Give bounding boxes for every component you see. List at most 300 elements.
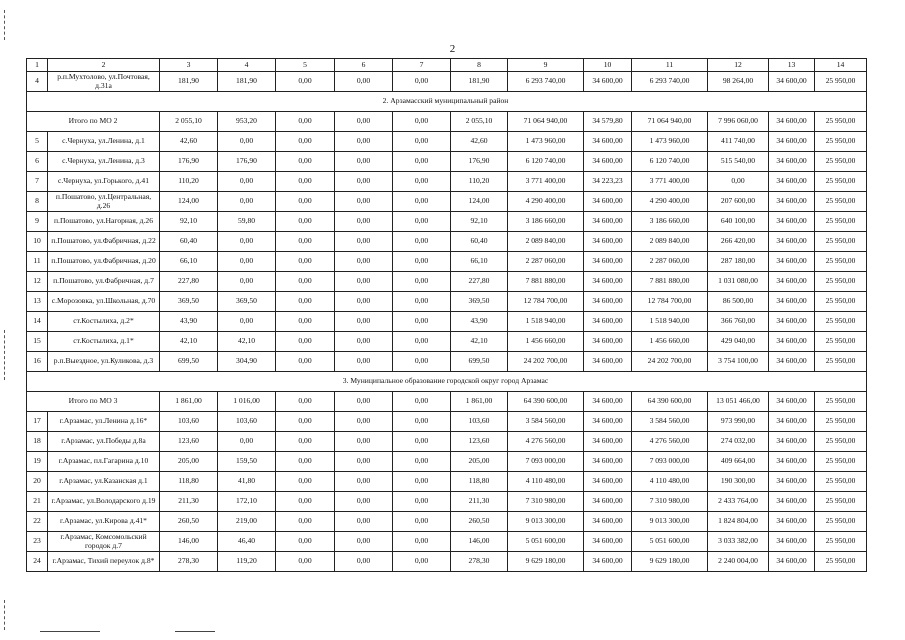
area-8-cell: 42,10 bbox=[451, 332, 508, 352]
unit-cost-10-cell: 34 600,00 bbox=[584, 272, 632, 292]
unit-cost-10-cell: 34 600,00 bbox=[584, 532, 632, 552]
area-4-cell: 181,90 bbox=[218, 72, 276, 92]
value-7-cell: 0,00 bbox=[393, 432, 451, 452]
value-6-cell: 0,00 bbox=[335, 72, 393, 92]
unit-cost-13-cell: 34 600,00 bbox=[769, 392, 815, 412]
unit-cost-10-cell: 34 600,00 bbox=[584, 412, 632, 432]
area-4-cell: 953,20 bbox=[218, 112, 276, 132]
area-4-cell: 0,00 bbox=[218, 172, 276, 192]
unit-cost-13-cell: 34 600,00 bbox=[769, 352, 815, 372]
value-6-cell: 0,00 bbox=[335, 252, 393, 272]
area-4-cell: 42,10 bbox=[218, 332, 276, 352]
cost-9-cell: 2 089 840,00 bbox=[508, 232, 584, 252]
total-label: Итого по МО 3 bbox=[27, 392, 160, 412]
address-cell: п.Пошатово, ул.Фабричная, д.20 bbox=[48, 252, 160, 272]
unit-cost-10-cell: 34 600,00 bbox=[584, 232, 632, 252]
value-7-cell: 0,00 bbox=[393, 492, 451, 512]
unit-cost-13-cell: 34 600,00 bbox=[769, 72, 815, 92]
cost-11-cell: 1 456 660,00 bbox=[632, 332, 708, 352]
area-8-cell: 211,30 bbox=[451, 492, 508, 512]
value-6-cell: 0,00 bbox=[335, 532, 393, 552]
row-number-cell: 10 bbox=[27, 232, 48, 252]
address-cell: г.Арзамас, ул.Кирова д.41* bbox=[48, 512, 160, 532]
table-row bbox=[27, 532, 867, 552]
area-4-cell: 0,00 bbox=[218, 232, 276, 252]
value-6-cell: 0,00 bbox=[335, 512, 393, 532]
area-8-cell: 2 055,10 bbox=[451, 112, 508, 132]
area-total-cell: 260,50 bbox=[160, 512, 218, 532]
value-14-cell: 25 950,00 bbox=[815, 332, 867, 352]
table-row bbox=[27, 552, 867, 572]
address-cell: п.Пошатово, ул.Фабричная, д.7 bbox=[48, 272, 160, 292]
unit-cost-10-cell: 34 600,00 bbox=[584, 472, 632, 492]
value-5-cell: 0,00 bbox=[276, 272, 335, 292]
address-cell: с.Чернуха, ул.Ленина, д.1 bbox=[48, 132, 160, 152]
unit-cost-10-cell: 34 600,00 bbox=[584, 192, 632, 212]
table-row bbox=[27, 172, 867, 192]
area-total-cell: 699,50 bbox=[160, 352, 218, 372]
area-8-cell: 227,80 bbox=[451, 272, 508, 292]
unit-cost-10-cell: 34 600,00 bbox=[584, 452, 632, 472]
area-8-cell: 110,20 bbox=[451, 172, 508, 192]
cost-11-cell: 3 771 400,00 bbox=[632, 172, 708, 192]
column-header: 5 bbox=[276, 59, 335, 72]
table-row bbox=[27, 512, 867, 532]
area-8-cell: 124,00 bbox=[451, 192, 508, 212]
table-row bbox=[27, 352, 867, 372]
value-14-cell: 25 950,00 bbox=[815, 492, 867, 512]
unit-cost-13-cell: 34 600,00 bbox=[769, 192, 815, 212]
bottom-rule bbox=[175, 631, 215, 632]
cost-9-cell: 5 051 600,00 bbox=[508, 532, 584, 552]
area-4-cell: 0,00 bbox=[218, 192, 276, 212]
total-row bbox=[27, 392, 867, 412]
column-header: 6 bbox=[335, 59, 393, 72]
cost-9-cell: 64 390 600,00 bbox=[508, 392, 584, 412]
unit-cost-13-cell: 34 600,00 bbox=[769, 132, 815, 152]
cost-11-cell: 4 290 400,00 bbox=[632, 192, 708, 212]
cost-9-cell: 7 310 980,00 bbox=[508, 492, 584, 512]
cost-11-cell: 1 518 940,00 bbox=[632, 312, 708, 332]
value-7-cell: 0,00 bbox=[393, 232, 451, 252]
address-cell: ст.Костылиха, д.2* bbox=[48, 312, 160, 332]
value-14-cell: 25 950,00 bbox=[815, 172, 867, 192]
value-14-cell: 25 950,00 bbox=[815, 192, 867, 212]
area-4-cell: 369,50 bbox=[218, 292, 276, 312]
value-12-cell: 640 100,00 bbox=[708, 212, 769, 232]
area-8-cell: 146,00 bbox=[451, 532, 508, 552]
value-5-cell: 0,00 bbox=[276, 412, 335, 432]
area-8-cell: 42,60 bbox=[451, 132, 508, 152]
value-6-cell: 0,00 bbox=[335, 232, 393, 252]
row-number-cell: 16 bbox=[27, 352, 48, 372]
unit-cost-10-cell: 34 600,00 bbox=[584, 152, 632, 172]
column-header: 8 bbox=[451, 59, 508, 72]
unit-cost-13-cell: 34 600,00 bbox=[769, 292, 815, 312]
value-12-cell: 266 420,00 bbox=[708, 232, 769, 252]
value-12-cell: 190 300,00 bbox=[708, 472, 769, 492]
value-12-cell: 1 031 080,00 bbox=[708, 272, 769, 292]
value-5-cell: 0,00 bbox=[276, 212, 335, 232]
value-5-cell: 0,00 bbox=[276, 292, 335, 312]
column-header: 11 bbox=[632, 59, 708, 72]
table-body bbox=[27, 72, 867, 572]
column-header: 7 bbox=[393, 59, 451, 72]
area-total-cell: 43,90 bbox=[160, 312, 218, 332]
address-cell: с.Чернуха, ул.Горького, д.41 bbox=[48, 172, 160, 192]
unit-cost-10-cell: 34 600,00 bbox=[584, 392, 632, 412]
area-total-cell: 176,90 bbox=[160, 152, 218, 172]
address-cell: р.п.Выездное, ул.Куликова, д.3 bbox=[48, 352, 160, 372]
area-4-cell: 304,90 bbox=[218, 352, 276, 372]
value-7-cell: 0,00 bbox=[393, 332, 451, 352]
table-row bbox=[27, 292, 867, 312]
row-number-cell: 17 bbox=[27, 412, 48, 432]
cost-11-cell: 5 051 600,00 bbox=[632, 532, 708, 552]
cost-9-cell: 7 881 880,00 bbox=[508, 272, 584, 292]
cost-9-cell: 6 120 740,00 bbox=[508, 152, 584, 172]
address-cell: ст.Костылиха, д.1* bbox=[48, 332, 160, 352]
unit-cost-13-cell: 34 600,00 bbox=[769, 112, 815, 132]
table-row bbox=[27, 212, 867, 232]
page-number: 2 bbox=[449, 43, 456, 55]
value-14-cell: 25 950,00 bbox=[815, 532, 867, 552]
area-4-cell: 103,60 bbox=[218, 412, 276, 432]
value-7-cell: 0,00 bbox=[393, 352, 451, 372]
area-8-cell: 43,90 bbox=[451, 312, 508, 332]
total-row bbox=[27, 112, 867, 132]
value-6-cell: 0,00 bbox=[335, 212, 393, 232]
bottom-rule bbox=[40, 631, 100, 632]
unit-cost-10-cell: 34 600,00 bbox=[584, 492, 632, 512]
cost-11-cell: 12 784 700,00 bbox=[632, 292, 708, 312]
area-8-cell: 103,60 bbox=[451, 412, 508, 432]
value-12-cell: 3 754 100,00 bbox=[708, 352, 769, 372]
value-5-cell: 0,00 bbox=[276, 72, 335, 92]
area-total-cell: 369,50 bbox=[160, 292, 218, 312]
area-8-cell: 181,90 bbox=[451, 72, 508, 92]
cost-11-cell: 6 293 740,00 bbox=[632, 72, 708, 92]
unit-cost-13-cell: 34 600,00 bbox=[769, 232, 815, 252]
cost-9-cell: 1 473 960,00 bbox=[508, 132, 584, 152]
cost-9-cell: 3 771 400,00 bbox=[508, 172, 584, 192]
table-row bbox=[27, 312, 867, 332]
unit-cost-10-cell: 34 600,00 bbox=[584, 312, 632, 332]
unit-cost-13-cell: 34 600,00 bbox=[769, 252, 815, 272]
value-7-cell: 0,00 bbox=[393, 152, 451, 172]
value-5-cell: 0,00 bbox=[276, 552, 335, 572]
unit-cost-10-cell: 34 600,00 bbox=[584, 292, 632, 312]
value-12-cell: 7 996 060,00 bbox=[708, 112, 769, 132]
row-number-cell: 12 bbox=[27, 272, 48, 292]
value-14-cell: 25 950,00 bbox=[815, 412, 867, 432]
table-row bbox=[27, 432, 867, 452]
address-cell: р.п.Мухтолово, ул.Почтовая, д.31а bbox=[48, 72, 160, 92]
unit-cost-13-cell: 34 600,00 bbox=[769, 272, 815, 292]
value-14-cell: 25 950,00 bbox=[815, 452, 867, 472]
section-header-row bbox=[27, 372, 867, 392]
value-12-cell: 411 740,00 bbox=[708, 132, 769, 152]
area-8-cell: 92,10 bbox=[451, 212, 508, 232]
cost-11-cell: 7 310 980,00 bbox=[632, 492, 708, 512]
column-number-row bbox=[27, 59, 867, 72]
table-row bbox=[27, 492, 867, 512]
area-8-cell: 118,80 bbox=[451, 472, 508, 492]
value-5-cell: 0,00 bbox=[276, 472, 335, 492]
table-row bbox=[27, 272, 867, 292]
unit-cost-10-cell: 34 600,00 bbox=[584, 132, 632, 152]
value-6-cell: 0,00 bbox=[335, 292, 393, 312]
area-8-cell: 205,00 bbox=[451, 452, 508, 472]
unit-cost-10-cell: 34 600,00 bbox=[584, 212, 632, 232]
section-title: 3. Муниципальное образование городской округ город Арзамас bbox=[27, 372, 867, 392]
value-12-cell: 409 664,00 bbox=[708, 452, 769, 472]
left-margin-mark bbox=[4, 10, 5, 40]
unit-cost-13-cell: 34 600,00 bbox=[769, 212, 815, 232]
cost-11-cell: 2 089 840,00 bbox=[632, 232, 708, 252]
value-5-cell: 0,00 bbox=[276, 252, 335, 272]
total-label: Итого по МО 2 bbox=[27, 112, 160, 132]
cost-9-cell: 4 276 560,00 bbox=[508, 432, 584, 452]
value-6-cell: 0,00 bbox=[335, 332, 393, 352]
unit-cost-10-cell: 34 600,00 bbox=[584, 432, 632, 452]
value-14-cell: 25 950,00 bbox=[815, 272, 867, 292]
value-7-cell: 0,00 bbox=[393, 512, 451, 532]
area-total-cell: 123,60 bbox=[160, 432, 218, 452]
value-6-cell: 0,00 bbox=[335, 552, 393, 572]
value-7-cell: 0,00 bbox=[393, 552, 451, 572]
row-number-cell: 23 bbox=[27, 532, 48, 552]
area-4-cell: 0,00 bbox=[218, 272, 276, 292]
row-number-cell: 4 bbox=[27, 72, 48, 92]
row-number-cell: 19 bbox=[27, 452, 48, 472]
row-number-cell: 22 bbox=[27, 512, 48, 532]
value-7-cell: 0,00 bbox=[393, 212, 451, 232]
cost-9-cell: 12 784 700,00 bbox=[508, 292, 584, 312]
unit-cost-13-cell: 34 600,00 bbox=[769, 512, 815, 532]
row-number-cell: 9 bbox=[27, 212, 48, 232]
value-14-cell: 25 950,00 bbox=[815, 152, 867, 172]
value-5-cell: 0,00 bbox=[276, 432, 335, 452]
value-12-cell: 13 051 466,00 bbox=[708, 392, 769, 412]
value-6-cell: 0,00 bbox=[335, 452, 393, 472]
cost-9-cell: 4 290 400,00 bbox=[508, 192, 584, 212]
cost-11-cell: 7 881 880,00 bbox=[632, 272, 708, 292]
row-number-cell: 20 bbox=[27, 472, 48, 492]
value-7-cell: 0,00 bbox=[393, 452, 451, 472]
table-row bbox=[27, 192, 867, 212]
cost-11-cell: 6 120 740,00 bbox=[632, 152, 708, 172]
cost-9-cell: 6 293 740,00 bbox=[508, 72, 584, 92]
value-7-cell: 0,00 bbox=[393, 72, 451, 92]
cost-11-cell: 24 202 700,00 bbox=[632, 352, 708, 372]
area-4-cell: 1 016,00 bbox=[218, 392, 276, 412]
value-5-cell: 0,00 bbox=[276, 132, 335, 152]
cost-11-cell: 9 013 300,00 bbox=[632, 512, 708, 532]
value-7-cell: 0,00 bbox=[393, 292, 451, 312]
area-total-cell: 42,10 bbox=[160, 332, 218, 352]
area-4-cell: 0,00 bbox=[218, 132, 276, 152]
address-cell: г.Арзамас, Комсомольский городок д.7 bbox=[48, 532, 160, 552]
area-8-cell: 260,50 bbox=[451, 512, 508, 532]
cost-11-cell: 3 186 660,00 bbox=[632, 212, 708, 232]
area-total-cell: 42,60 bbox=[160, 132, 218, 152]
data-table bbox=[26, 58, 867, 572]
cost-9-cell: 3 186 660,00 bbox=[508, 212, 584, 232]
area-total-cell: 60,40 bbox=[160, 232, 218, 252]
value-5-cell: 0,00 bbox=[276, 512, 335, 532]
left-margin-mark bbox=[4, 330, 5, 380]
unit-cost-13-cell: 34 600,00 bbox=[769, 472, 815, 492]
area-4-cell: 0,00 bbox=[218, 252, 276, 272]
area-8-cell: 60,40 bbox=[451, 232, 508, 252]
value-14-cell: 25 950,00 bbox=[815, 512, 867, 532]
area-8-cell: 278,30 bbox=[451, 552, 508, 572]
value-12-cell: 366 760,00 bbox=[708, 312, 769, 332]
value-7-cell: 0,00 bbox=[393, 192, 451, 212]
cost-11-cell: 3 584 560,00 bbox=[632, 412, 708, 432]
area-total-cell: 110,20 bbox=[160, 172, 218, 192]
value-14-cell: 25 950,00 bbox=[815, 552, 867, 572]
table-row bbox=[27, 472, 867, 492]
value-7-cell: 0,00 bbox=[393, 412, 451, 432]
value-5-cell: 0,00 bbox=[276, 352, 335, 372]
value-6-cell: 0,00 bbox=[335, 192, 393, 212]
column-header: 3 bbox=[160, 59, 218, 72]
value-7-cell: 0,00 bbox=[393, 252, 451, 272]
unit-cost-13-cell: 34 600,00 bbox=[769, 172, 815, 192]
unit-cost-10-cell: 34 579,80 bbox=[584, 112, 632, 132]
address-cell: г.Арзамас, ул.Победы д.8а bbox=[48, 432, 160, 452]
cost-9-cell: 4 110 480,00 bbox=[508, 472, 584, 492]
area-8-cell: 699,50 bbox=[451, 352, 508, 372]
cost-9-cell: 71 064 940,00 bbox=[508, 112, 584, 132]
row-number-cell: 24 bbox=[27, 552, 48, 572]
value-14-cell: 25 950,00 bbox=[815, 132, 867, 152]
value-12-cell: 2 240 004,00 bbox=[708, 552, 769, 572]
value-12-cell: 2 433 764,00 bbox=[708, 492, 769, 512]
column-header: 13 bbox=[769, 59, 815, 72]
value-12-cell: 973 990,00 bbox=[708, 412, 769, 432]
area-total-cell: 118,80 bbox=[160, 472, 218, 492]
value-5-cell: 0,00 bbox=[276, 392, 335, 412]
value-5-cell: 0,00 bbox=[276, 112, 335, 132]
area-total-cell: 181,90 bbox=[160, 72, 218, 92]
unit-cost-10-cell: 34 600,00 bbox=[584, 332, 632, 352]
unit-cost-13-cell: 34 600,00 bbox=[769, 152, 815, 172]
address-cell: г.Арзамас, ул.Казанская д.1 bbox=[48, 472, 160, 492]
area-8-cell: 1 861,00 bbox=[451, 392, 508, 412]
area-4-cell: 46,40 bbox=[218, 532, 276, 552]
cost-9-cell: 1 518 940,00 bbox=[508, 312, 584, 332]
section-title: 2. Арзамасский муниципальный район bbox=[27, 92, 867, 112]
value-6-cell: 0,00 bbox=[335, 472, 393, 492]
cost-11-cell: 4 276 560,00 bbox=[632, 432, 708, 452]
table-row bbox=[27, 232, 867, 252]
value-14-cell: 25 950,00 bbox=[815, 232, 867, 252]
cost-9-cell: 3 584 560,00 bbox=[508, 412, 584, 432]
area-8-cell: 123,60 bbox=[451, 432, 508, 452]
unit-cost-10-cell: 34 600,00 bbox=[584, 552, 632, 572]
unit-cost-13-cell: 34 600,00 bbox=[769, 492, 815, 512]
address-cell: п.Пошатово, ул.Фабричная, д.22 bbox=[48, 232, 160, 252]
value-6-cell: 0,00 bbox=[335, 352, 393, 372]
address-cell: с.Морозовка, ул.Школьная, д.70 bbox=[48, 292, 160, 312]
section-header-row bbox=[27, 92, 867, 112]
row-number-cell: 8 bbox=[27, 192, 48, 212]
cost-11-cell: 2 287 060,00 bbox=[632, 252, 708, 272]
table-row bbox=[27, 152, 867, 172]
row-number-cell: 13 bbox=[27, 292, 48, 312]
address-cell: г.Арзамас, ул.Ленина д.16* bbox=[48, 412, 160, 432]
address-cell: п.Пошатово, ул.Центральная, д.26 bbox=[48, 192, 160, 212]
area-4-cell: 41,80 bbox=[218, 472, 276, 492]
address-cell: г.Арзамас, пл.Гагарина д.10 bbox=[48, 452, 160, 472]
table-row bbox=[27, 412, 867, 432]
value-5-cell: 0,00 bbox=[276, 332, 335, 352]
area-total-cell: 205,00 bbox=[160, 452, 218, 472]
column-header: 2 bbox=[48, 59, 160, 72]
unit-cost-13-cell: 34 600,00 bbox=[769, 452, 815, 472]
area-4-cell: 119,20 bbox=[218, 552, 276, 572]
value-6-cell: 0,00 bbox=[335, 392, 393, 412]
unit-cost-13-cell: 34 600,00 bbox=[769, 552, 815, 572]
value-14-cell: 25 950,00 bbox=[815, 352, 867, 372]
value-6-cell: 0,00 bbox=[335, 152, 393, 172]
cost-11-cell: 1 473 960,00 bbox=[632, 132, 708, 152]
area-8-cell: 66,10 bbox=[451, 252, 508, 272]
value-12-cell: 0,00 bbox=[708, 172, 769, 192]
value-6-cell: 0,00 bbox=[335, 312, 393, 332]
value-7-cell: 0,00 bbox=[393, 272, 451, 292]
value-6-cell: 0,00 bbox=[335, 132, 393, 152]
table-row bbox=[27, 332, 867, 352]
unit-cost-13-cell: 34 600,00 bbox=[769, 532, 815, 552]
value-7-cell: 0,00 bbox=[393, 132, 451, 152]
cost-9-cell: 9 013 300,00 bbox=[508, 512, 584, 532]
unit-cost-10-cell: 34 600,00 bbox=[584, 512, 632, 532]
area-total-cell: 66,10 bbox=[160, 252, 218, 272]
value-7-cell: 0,00 bbox=[393, 392, 451, 412]
value-5-cell: 0,00 bbox=[276, 152, 335, 172]
value-5-cell: 0,00 bbox=[276, 312, 335, 332]
value-12-cell: 287 180,00 bbox=[708, 252, 769, 272]
cost-9-cell: 9 629 180,00 bbox=[508, 552, 584, 572]
row-number-cell: 21 bbox=[27, 492, 48, 512]
cost-9-cell: 1 456 660,00 bbox=[508, 332, 584, 352]
area-8-cell: 176,90 bbox=[451, 152, 508, 172]
row-number-cell: 7 bbox=[27, 172, 48, 192]
value-12-cell: 86 500,00 bbox=[708, 292, 769, 312]
area-4-cell: 0,00 bbox=[218, 432, 276, 452]
address-cell: п.Пошатово, ул.Нагорная, д.26 bbox=[48, 212, 160, 232]
area-4-cell: 219,00 bbox=[218, 512, 276, 532]
value-6-cell: 0,00 bbox=[335, 272, 393, 292]
cost-11-cell: 4 110 480,00 bbox=[632, 472, 708, 492]
area-total-cell: 92,10 bbox=[160, 212, 218, 232]
value-5-cell: 0,00 bbox=[276, 492, 335, 512]
address-cell: г.Арзамас, ул.Володарского д.19 bbox=[48, 492, 160, 512]
value-5-cell: 0,00 bbox=[276, 532, 335, 552]
unit-cost-13-cell: 34 600,00 bbox=[769, 332, 815, 352]
row-number-cell: 6 bbox=[27, 152, 48, 172]
value-5-cell: 0,00 bbox=[276, 172, 335, 192]
value-7-cell: 0,00 bbox=[393, 532, 451, 552]
unit-cost-10-cell: 34 600,00 bbox=[584, 72, 632, 92]
value-5-cell: 0,00 bbox=[276, 192, 335, 212]
value-6-cell: 0,00 bbox=[335, 412, 393, 432]
area-4-cell: 172,10 bbox=[218, 492, 276, 512]
